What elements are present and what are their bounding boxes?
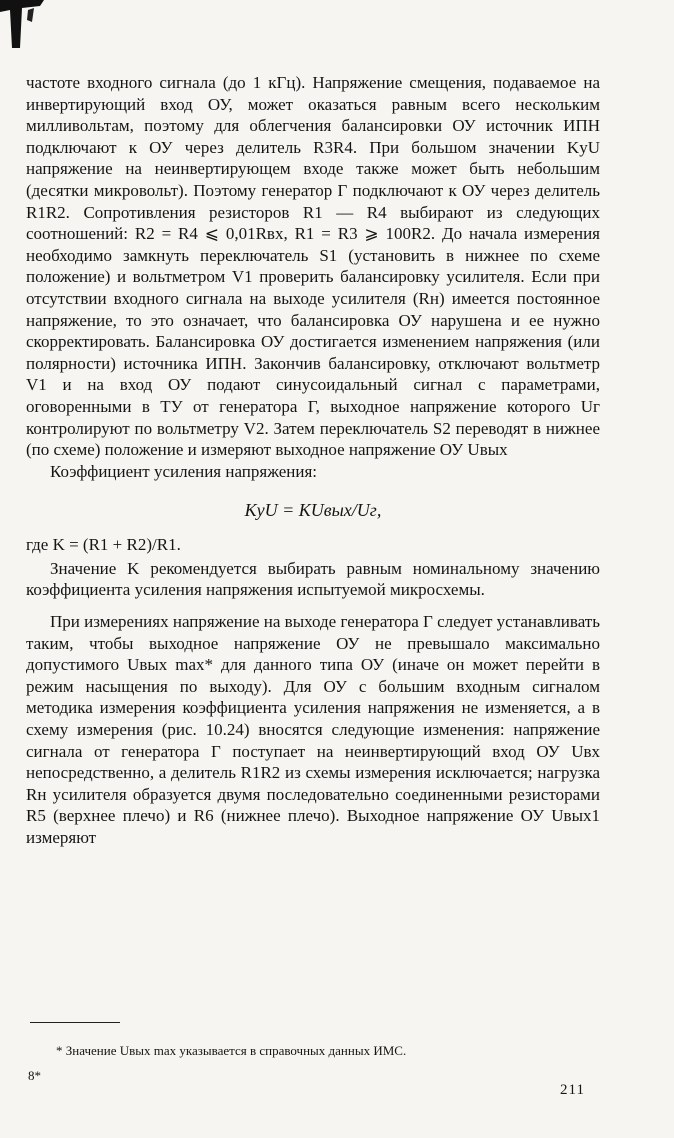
paragraph-2: Значение K рекомендуется выбирать равным номинальному значению коэффициента усиления напряжения испытуемой микросхемы. <box>26 558 600 600</box>
paragraph-coefficient-intro: Коэффициент усиления напряжения: <box>50 461 318 481</box>
signature-mark: 8* <box>28 1068 41 1083</box>
paragraph-1: частоте входного сигнала (до 1 кГц). Напряжение смещения, подаваемое на инвертирующий вход ОУ, может оказаться равным всего нескольким милливольтам, поэтому для облегчения балансировки ОУ источник ИПН подключают к ОУ через делитель R3R4. При большом значении KyU напряжение на неинвертирующем входе также может быть небольшим (десятки микровольт). Поэтому генератор Г подключают к ОУ через делитель R1R2. Сопротивления резисторов R1 — R4 выбирают из следующих соотношений: R2 = R4 ⩽ 0,01Rвх, R1 = R3 ⩾ 100R2. До начала измерения необходимо замкнуть переключатель S1 (установить в нижнее по схеме положение) и вольтметром V1 проверить балансировку усилителя. Если при отсутствии входного сигнала на выходе усилителя (Rн) имеется постоянное напряжение, то это означает, что балансировка ОУ нарушена и ее нужно скорректировать. Балансировка ОУ достигается изменением напряжения (или полярности) источника ИПН. Закончив балансировку, отключают вольтметр V1 и на вход ОУ подают синусоидальный сигнал с параметрами, оговоренными в ТУ от генератора Г, выходное напряжение которого Uг контролируют по вольтметру V2. Затем переключатель S2 переводят в нижнее (по схеме) положение и измеряют выходное напряжение ОУ Uвых <box>26 73 600 460</box>
paragraph-3: При измерениях напряжение на выходе генератора Г следует устанавливать таким, чтобы выходное напряжение ОУ не превышало максимально допустимого Uвых max* для данного типа ОУ (иначе он может перейти в режим насыщения по выходу). Для ОУ с большим входным сигналом методика измерения коэффициента усиления напряжения не изменяется, а в схему измерения (рис. 10.24) вносятся следующие изменения: напряжение сигнала от генератора Г поступает на неинвертирующий вход ОУ Uвх непосредственно, а делитель R1R2 из схемы измерения исключается; нагрузка Rн усилителя образуется двумя последовательно соединенными резисторами R5 (верхнее плечо) и R6 (нижнее плечо). Выходное напряжение ОУ Uвых1 измеряют <box>26 612 600 847</box>
page-number: 211 <box>560 1082 585 1098</box>
page-body <box>26 72 600 849</box>
formula-where-line: где K = (R1 + R2)/R1. <box>26 535 181 555</box>
formula-gain: KyU = KUвых/Uг, <box>244 500 382 521</box>
footnote-divider <box>30 1022 120 1023</box>
footnote: * Значение Uвых max указывается в справочных данных ИМС. <box>56 1043 407 1058</box>
corner-scan-mark <box>0 0 52 48</box>
